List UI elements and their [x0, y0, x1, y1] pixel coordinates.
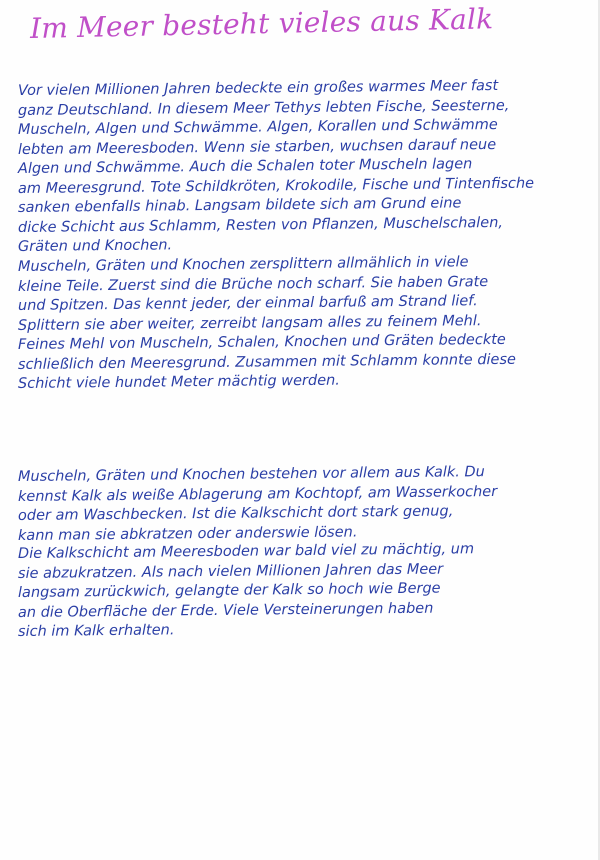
- text-line: kleine Teile. Zuerst sind die Brüche noch scharf. Sie haben Grate: [17, 273, 489, 295]
- text-line: ganz Deutschland. In diesem Meer Tethys lebten Fische, Seesterne,: [17, 97, 510, 119]
- text-line: sie abzukratzen. Als nach vielen Millionen Jahren das Meer: [17, 561, 444, 582]
- text-line: oder am Waschbecken. Ist die Kalkschicht dort stark genug,: [17, 503, 454, 524]
- text-line: schließlich den Meeresgrund. Zusammen mit Schlamm konnte diese: [17, 351, 517, 373]
- text-line: Vor vielen Millionen Jahren bedeckte ein großes warmes Meer fast: [17, 77, 499, 99]
- paragraph-mountains-of-lime: [17, 541, 584, 643]
- text-line: an die Oberfläche der Erde. Viele Versteinerungen haben: [17, 600, 434, 621]
- text-line: Splittern sie aber weiter, zerreibt langsam alles zu feinem Mehl.: [17, 312, 482, 334]
- text-line: Muscheln, Gräten und Knochen bestehen vor allem aus Kalk. Du: [17, 464, 485, 485]
- text-line: und Spitzen. Das kennt jeder, der einmal barfuß am Strand lief.: [17, 293, 478, 314]
- paragraph-tethys-sea: [17, 77, 584, 258]
- text-line: Muscheln, Gräten und Knochen zersplittern allmählich in viele: [17, 254, 469, 275]
- text-line: Feines Mehl von Muscheln, Schalen, Knochen und Gräten bedeckte: [17, 331, 506, 353]
- text-line: Algen und Schwämme. Auch die Schalen toter Muscheln lagen: [17, 156, 473, 177]
- text-line: Die Kalkschicht am Meeresboden war bald viel zu mächtig, um: [17, 541, 475, 562]
- page-title: Im Meer besteht vieles aus Kalk: [29, 2, 494, 45]
- text-line: sanken ebenfalls hinab. Langsam bildete sich am Grund eine: [17, 195, 462, 216]
- text-line: lebten am Meeresboden. Wenn sie starben, wuchsen darauf neue: [17, 136, 497, 158]
- text-line: langsam zurückwich, gelangte der Kalk so hoch wie Berge: [17, 580, 441, 601]
- text-line: kennst Kalk als weiße Ablagerung am Kochtopf, am Wasserkocher: [17, 483, 498, 505]
- paragraph-lime-at-home: [17, 464, 584, 546]
- paragraph-splinters: [17, 254, 584, 395]
- text-line: dicke Schicht aus Schlamm, Resten von Pflanzen, Muschelschalen,: [17, 214, 504, 236]
- text-line: sich im Kalk erhalten.: [17, 622, 175, 640]
- text-line: Muscheln, Algen und Schwämme. Algen, Korallen und Schwämme: [17, 116, 498, 138]
- text-line: Schicht viele hundet Meter mächtig werden.: [17, 372, 340, 392]
- text-line: kann man sie abkratzen oder anderswie lösen.: [17, 523, 358, 544]
- text-line: am Meeresgrund. Tote Schildkröten, Krokodile, Fische und Tintenfische: [17, 175, 535, 197]
- text-line: Gräten und Knochen.: [17, 237, 173, 255]
